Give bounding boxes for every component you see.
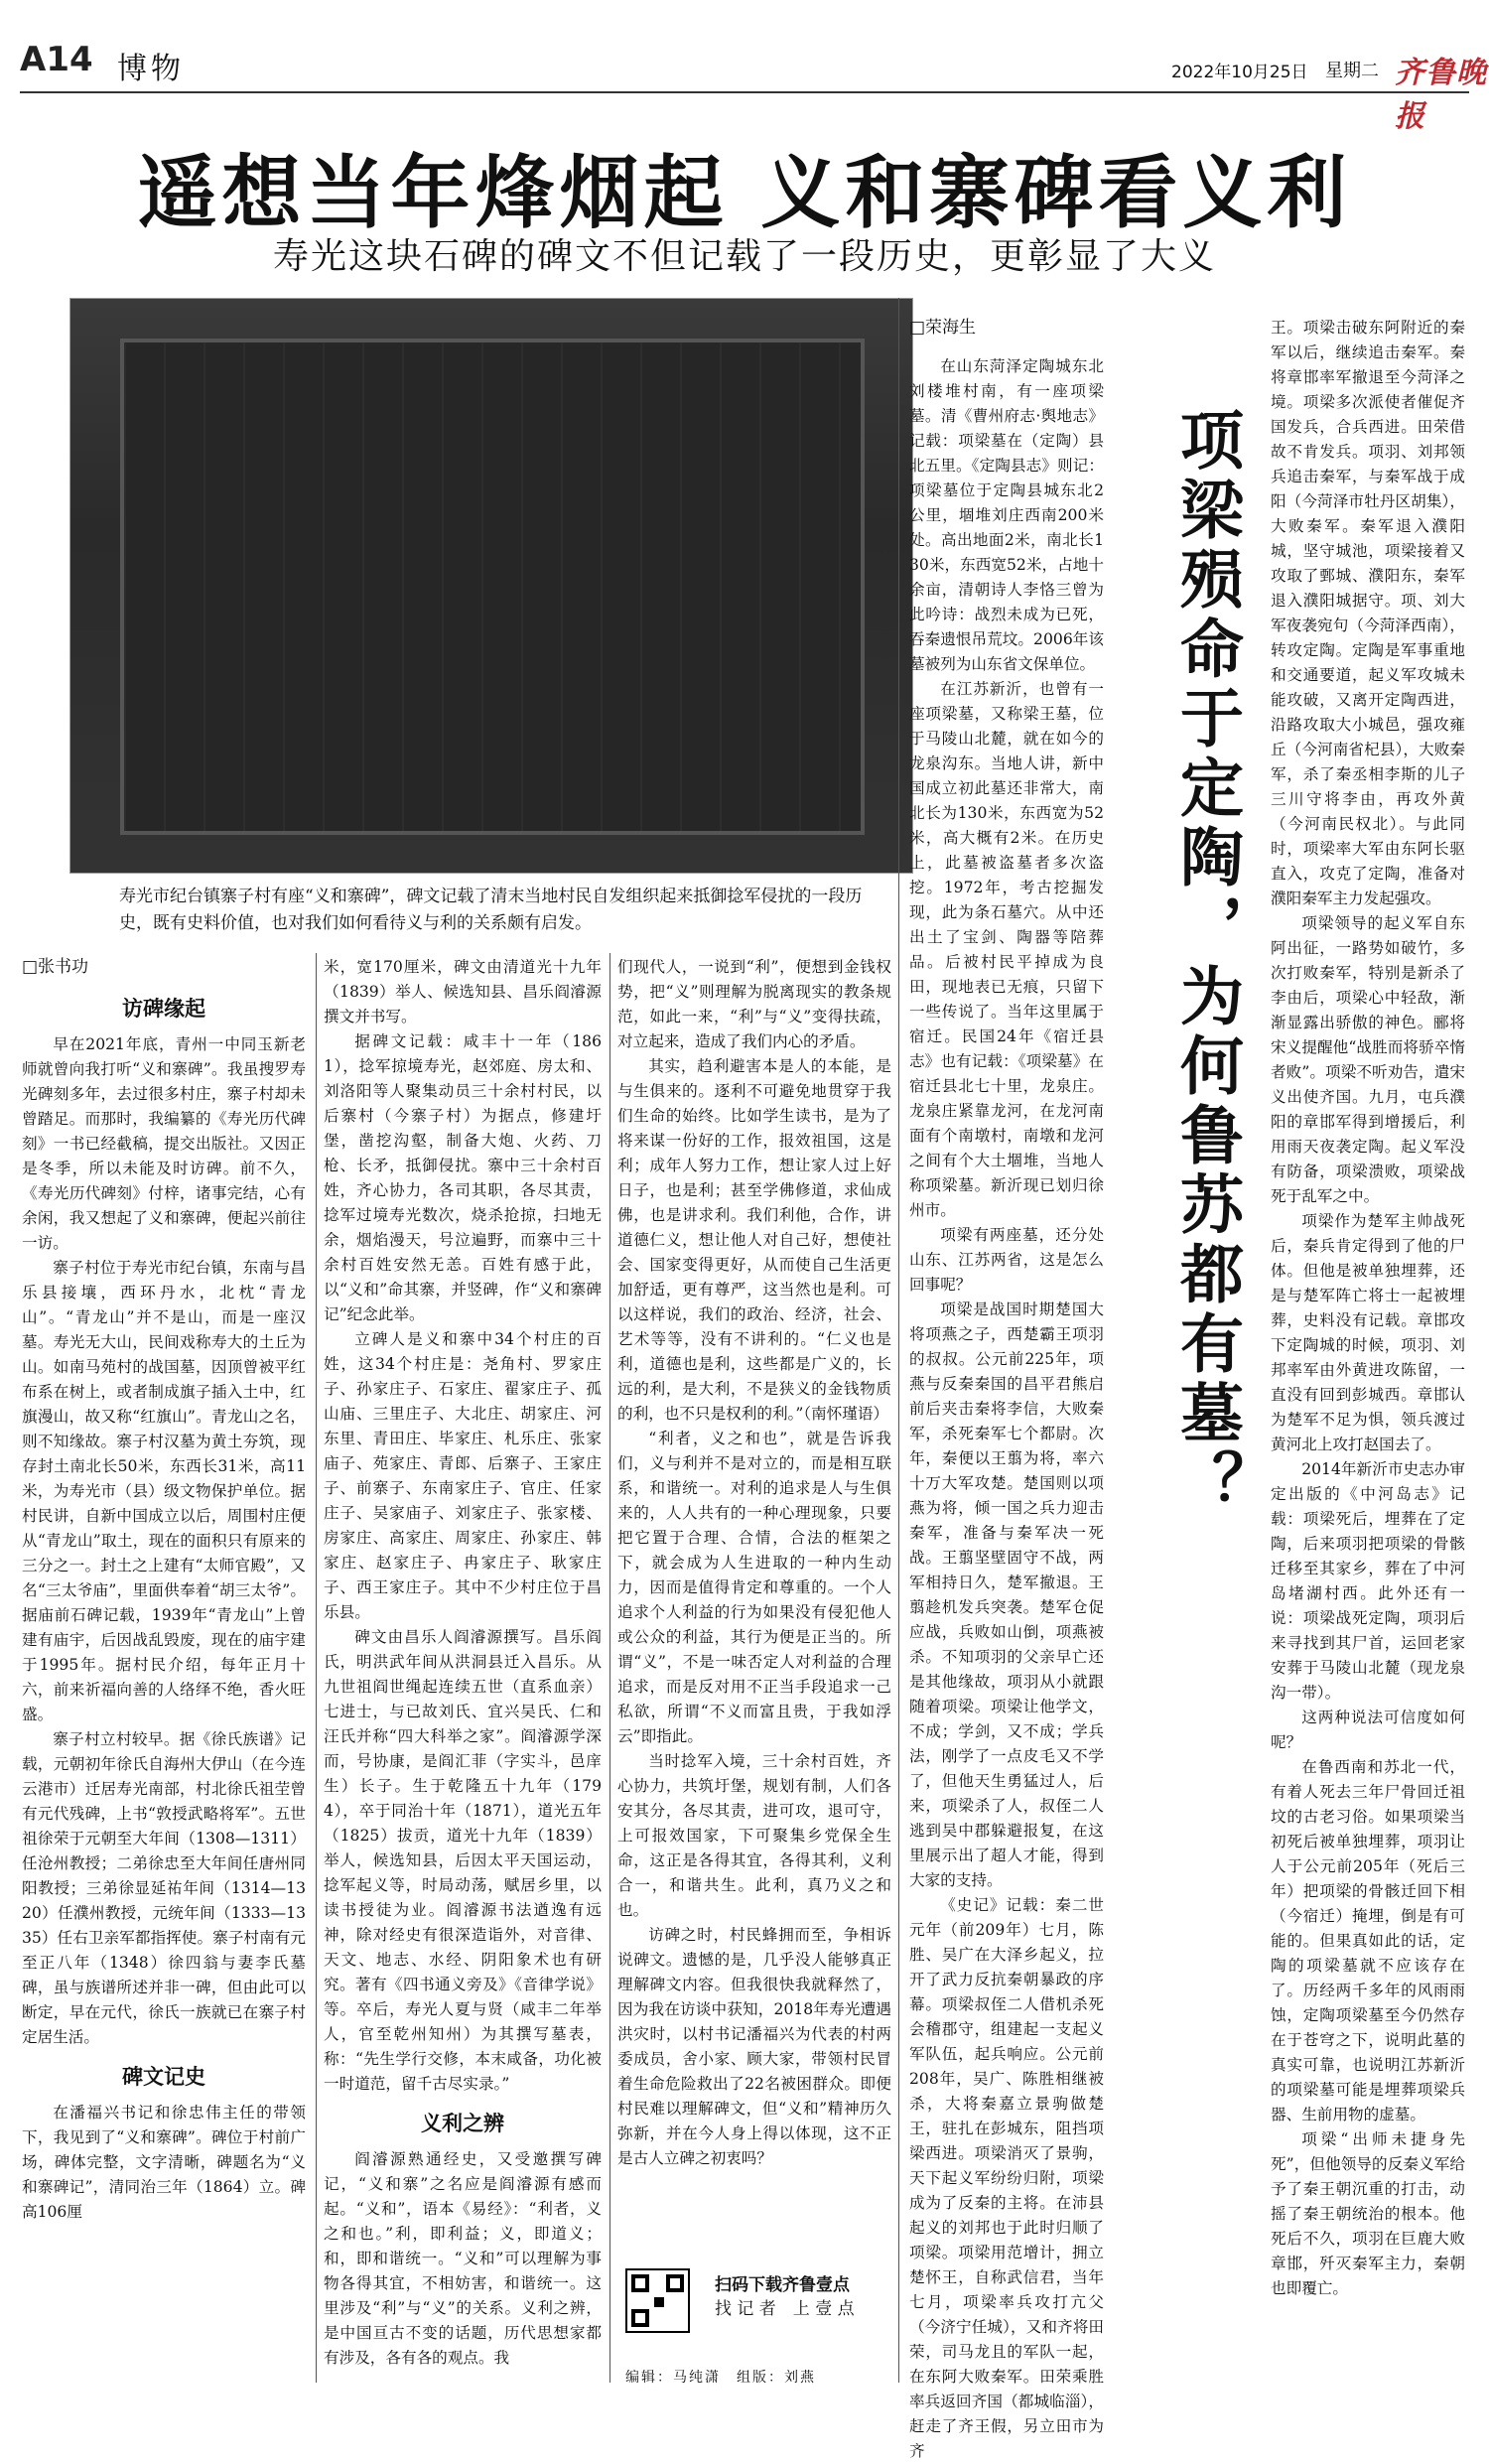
article1-heading-2: 碑文记史 [122,2064,205,2089]
column-divider [316,953,317,2383]
article2-paragraph: 在江苏新沂，也曾有一座项梁墓，又称梁王墓，位于马陵山北麓，就在如今的龙泉沟东。当地人讲，新中国成立初此墓还非常大，南北长为130米，东西宽为52米，高大概有2米。在历史上，此墓被盗墓者多次盗挖。1972年，考古挖掘发现，此为条石墓穴。从中还出土了宝剑、陶器等陪葬品。后被村民平掉成为良田，现地表已无痕，只留下一些传说了。当年这里属于宿迁。民国24年《宿迁县志》也有记载：《项梁墓》在宿迁县北七十里，龙泉庄。龙泉庄紧靠龙河，在龙河南面有个南墩村，南墩和龙河之间有个大土堌堆，当地人称项梁墓。新沂现已划归徐州市。 [909,680,1104,1219]
article1-paragraph: 在潘福兴书记和徐忠伟主任的带领下，我见到了“义和寨碑”。碑位于村前广场，碑体完整，文字清晰，碑题名为“义和寨碑记”，清同治三年（1864）立。碑高106厘 [22,2104,306,2221]
stele-photo [69,298,913,874]
article1-paragraph: 早在2021年底，青州一中同玉新老师就曾向我打听“义和寨碑”。我虽搜罗寿光碑刻多年，去过很多村庄，寨子村却未曾踏足。而那时，我编纂的《寿光历代碑刻》一书已经截稿，提交出版社。又因正是冬季，所以未能及时访碑。前不久，《寿光历代碑刻》付梓，诸事完结，心有余闲，我又想起了义和寨碑，便起兴前往一访。 [22,1035,306,1252]
main-headline: 遥想当年烽烟起 义和寨碑看义利 [137,146,1352,239]
article1-column-1 [22,955,306,2385]
article2-paragraph: 在鲁西南和苏北一代，有着人死去三年尸骨回迁祖坟的古老习俗。如果项梁当初死后被单独埋葬，项羽让人于公元前205年（死后三年）把项梁的骨骸迁回下相（今宿迁）掩埋，倒是有可能的。但果真如此的话，定陶的项梁墓就不应该存在了。历经两千多年的风雨雨蚀，定陶项梁墓至今仍然存在于苍穹之下，说明此墓的真实可靠，也说明江苏新沂的项梁墓可能是埋葬项梁兵器、生前用物的虚墓。 [1271,1758,1465,2123]
article1-paragraph: 立碑人是义和寨中34个村庄的百姓，这34个村庄是：尧角村、罗家庄子、孙家庄子、石家庄、翟家庄子、孤山庙、三里庄子、大北庄、胡家庄、河东里、青田庄、毕家庄、札乐庄、张家庙子、苑家庄、青郎、后寨子、王家庄子、前寨子、东南家庄子、官庄、任家庄子、吴家庙子、刘家庄子、张家楼、房家庄、高家庄、周家庄、孙家庄、韩家庄、赵家庄子、冉家庄子、耿家庄子、西王家庄子。其中不少村庄位于昌乐县。 [324,1330,602,1621]
article1-column-3 [617,955,891,2256]
article2-paragraph: 2014年新沂市史志办审定出版的《中河岛志》记载：项梁死后，埋葬在了定陶，后来项羽把项梁的骨骸迁移至其家乡，葬在了中河岛堵湖村西。此外还有一说：项梁战死定陶，项羽后来寻找到其尸首，运回老家安葬于马陵山北麓（现龙泉沟一带）。 [1271,1460,1465,1702]
article1-paragraph: 阎濬源熟通经史，又受邀撰写碑记，“义和寨”之名应是阎濬源有感而起。“义和”，语本《易经》：“利者，义之和也。”利，即利益；义，即道义；和，即和谐统一。“义和”可以理解为事物各得其宜，不相妨害，和谐统一。这里涉及“利”与“义”的关系。义利之辨，是中国亘古不变的话题，历代思想家都有涉及，各有各的观点。我 [324,2150,602,2367]
article1-paragraph: 们现代人，一说到“利”，便想到金钱权势，把“义”则理解为脱离现实的教条规范，如此一来，“利”与“义”变得扶疏，对立起来，造成了我们内心的矛盾。 [617,958,891,1050]
article2-vertical-title: 项梁殒命于定陶，为何鲁苏都有墓？ [1169,407,1244,1519]
article1-column-2 [324,955,602,2385]
article1-byline: □张书功 [22,957,89,977]
article1-heading-1: 访碑缘起 [122,996,205,1021]
article1-paragraph: 据碑文记载：咸丰十一年（1861），捻军掠境寿光，赵郊庭、房太和、刘洛阳等人聚集动员三十余村村民，以后寨村（今寨子村）为据点，修建圩堡，凿挖沟壑，制备大炮、火药、刀枪、长矛，抵御侵扰。寨中三十余村百姓，齐心协力，各司其职，各尽其责，捻军过境寿光数次，烧杀抢掠，扫地无余，烟焰漫天，号泣遍野，而寨中三十余村百姓安然无恙。百姓有感于此，以“义和”命其寨，并竖碑，作“义和寨碑记”纪念此举。 [324,1032,602,1323]
article2-paragraph: 这两种说法可信度如何呢？ [1271,1709,1465,1751]
article1-paragraph: 米，宽170厘米，碑文由清道光十九年（1839）举人、候选知县、昌乐阎濬源撰文并书写。 [324,958,602,1026]
column-divider [609,953,610,2383]
article2-paragraph: 项梁作为楚军主帅战死后，秦兵肯定得到了他的尸体。但他是被单独埋葬，还是与楚军阵亡将士一起被埋葬，史料没有记载。章邯攻下定陶城的时候，项羽、刘邦率军由外黄进攻陈留，一直没有回到彭城西。章邯认为楚军不足为惧，领兵渡过黄河北上攻打赵国去了。 [1271,1212,1465,1453]
article2-paragraph: 王。项梁击破东阿附近的秦军以后，继续追击秦军。秦将章邯率军撤退至今菏泽之境。项梁多次派使者催促齐国发兵，合兵西进。田荣借故不肯发兵。项羽、刘邦领兵追击秦军，与秦军战于成阳（今菏泽市牡丹区胡集），大败秦军。秦军退入濮阳城，坚守城池，项梁接着又攻取了鄄城、濮阳东，秦军退入濮阳城据守。项、刘大军夜袭宛句（今菏泽西南），转攻定陶。定陶是军事重地和交通要道，起义军攻城未能攻破，又离开定陶西进，沿路攻取大小城邑，强攻雍丘（今河南省杞县），大败秦军，杀了秦丞相李斯的儿子三川守将李由，再攻外黄（今河南民权北）。与此同时，项梁率大军由东阿长驱直入，攻克了定陶，准备对濮阳秦军主力发起强攻。 [1271,319,1465,907]
qr-code-icon[interactable] [625,2268,690,2333]
article2-paragraph: 项梁有两座墓，还分处山东、江苏两省，这是怎么回事呢？ [909,1226,1104,1294]
qr-caption-line1: 扫码下载齐鲁壹点 [715,2275,850,2295]
stele-inscription-texture [124,342,861,831]
header-rule [20,91,1469,93]
editor-credit: 编辑：马纯潇 组版：刘燕 [625,2370,816,2386]
article2-column-1 [909,316,1104,2460]
article2-paragraph: 项梁“出师未捷身先死”，但他领导的反秦义军给予了秦王朝沉重的打击，动摇了秦王朝统治的根本。他死后不久，项羽在巨鹿大败章邯，歼灭秦军主力，秦朝也即覆亡。 [1271,2130,1465,2297]
stele-stone [120,339,865,835]
issue-weekday: 星期二 [1325,61,1379,81]
article1-paragraph: 寨子村位于寿光市纪台镇，东南与昌乐县接壤，西环丹水，北枕“青龙山”。“青龙山”并不是山，而是一座汉墓。寿光无大山，民间戏称寿大的土丘为山。如南马苑村的战国墓，因顶曾被平红布系在树上，或者制成旗子插入土中，红旗漫山，故又称“红旗山”。青龙山之名，则不知缘故。寨子村汉墓为黄土夯筑，现存封土南北长50米，东西长31米，高11米，为寿光市（县）级文物保护单位。据村民讲，自新中国成立以后，周围村庄便从“青龙山”取土，现在的面积只有原来的三分之一。封土之上建有“太师官殿”，又名“三太爷庙”，里面供奉着“胡三太爷”。据庙前石碑记载，1939年“青龙山”上曾建有庙宇，后因战乱毁废，现在的庙宇建于1995年。据村民介绍，每年正月十六，前来祈福向善的人络绎不绝，香火旺盛。 [22,1259,306,1723]
article1-paragraph: 寨子村立村较早。据《徐氏族谱》记载，元朝初年徐氏自海州大伊山（在今连云港市）迁居寿光南部，村北徐氏祖茔曾有元代残碑，上书“敦授武略将军”。五世祖徐荣于元朝至大年间（1308—1311）任沧州教授；二弟徐忠至大年间任唐州同阳教授；三弟徐显延祐年间（1314—1320）任濮州教授，元统年间（1333—1335）任右卫亲军都指挥使。寨子村南有元至正八年（1348）徐四翁与妻李氏墓碑，虽与族谱所述并非一碑，但由此可以断定，早在元代，徐氏一族就已在寨子村定居生活。 [22,1730,306,2046]
article2-paragraph: 项梁领导的起义军自东阿出征，一路势如破竹，多次打败秦军，特别是新杀了李由后，项梁心中轻敌，渐渐显露出骄傲的神色。郦将宋义提醒他“战胜而将骄卒惰者败”。项梁不听劝告，遣宋义出使齐国。九月，屯兵濮阳的章邯军得到增援后，利用雨天夜袭定陶。起义军没有防备，项梁溃败，项梁战死于乱军之中。 [1271,914,1465,1205]
qr-caption-line2: 找 记 者 上 壹 点 [715,2299,855,2319]
article1-paragraph: 访碑之时，村民蜂拥而至，争相诉说碑文。遗憾的是，几乎没人能够真正理解碑文内容。但我很快我就释然了，因为我在访谈中获知，2018年寿光遭遇洪灾时，以村书记潘福兴为代表的村两委成员，舍小家、顾大家，带领村民冒着生命危险救出了22名被困群众。即便村民难以理解碑文，但“义和”精神历久弥新，并在今人身上得以体现，这不正是古人立碑之初衷吗？ [617,1926,891,2167]
article1-paragraph: 碑文由昌乐人阎濬源撰写。昌乐阎氏，明洪武年间从洪洞县迁入昌乐。从九世祖阎世绳起连续五世（直系血亲）七进士，与已故刘氏、宜兴吴氏、仁和汪氏并称“四大科举之家”。阎濬源学深而，号协康，是阎汇菲（字实斗，邑庠生）长子。生于乾隆五十九年（1794），卒于同治十年（1871），道光五年（1825）拔贡，道光十九年（1839）举人，候选知县，后因太平天国运动，捻军起义等，时局动荡，赋居乡里，以读书授徒为业。阎濬源书法遒逸有远神，除对经史有很深造诣外，对音律、天文、地志、水经、阴阳象术也有研究。著有《四书通义旁及》《音律学说》等。卒后，寿光人夏与贤（咸丰二年举人，官至乾州知州）为其撰写墓表，称：“先生学行交修，本末咸备，功化被一时道范，留千古尽实录。” [324,1628,602,2093]
sub-headline: 寿光这块石碑的碑文不但记载了一段历史，更彰显了大义 [272,236,1216,277]
issue-date: 2022年10月25日 [1171,63,1308,82]
article1-paragraph: “利者，义之和也”，就是告诉我们，义与利并不是对立的，而是相互联系，和谐统一。对利的追求是人与生俱来的，人人共有的一种心理现象，只要把它置于合理、合情，合法的框架之下，就会成为人生进取的一种内生动力，因而是值得肯定和尊重的。一个人追求个人利益的行为如果没有侵犯他人或公众的利益，其行为便是正当的。所谓“义”，不是一味否定人对利益的合理追求，而是反对用不正当手段追求一己私欲，所谓“不义而富且贵，于我如浮云”即指此。 [617,1430,891,1745]
section-name: 博物 [117,52,185,86]
column-divider [898,298,899,2383]
page-number: A14 [20,40,93,79]
article2-byline: □荣海生 [909,318,977,338]
article2-column-2 [1271,316,1465,2381]
article2-paragraph: 在山东菏泽定陶城东北刘楼堆村南，有一座项梁墓。清《曹州府志·舆地志》记载：项梁墓在（定陶）县北五里。《定陶县志》则记：项梁墓位于定陶县城东北2公里，堌堆刘庄西南200米处。高出地面2米，南北长130米，东西宽52米，占地十余亩，清朝诗人李恪三曾为此吟诗：战烈未成为已死，吞秦遗恨吊荒坟。2006年该墓被列为山东省文保单位。 [909,357,1104,673]
photo-caption: 寿光市纪台镇寨子村有座“义和寨碑”，碑文记载了清末当地村民自发组织起来抵御捻军侵扰的一段历史，既有史料价值，也对我们如何看待义与利的关系颇有启发。 [119,887,863,933]
article1-heading-3: 义利之辨 [421,2111,504,2135]
article1-paragraph: 其实，趋利避害本是人的本能，是与生俱来的。逐利不可避免地贯穿于我们生命的始终。比如学生读书，是为了将来谋一份好的工作，报效祖国，这是利；成年人努力工作，想让家人过上好日子，也是利；甚至学佛修道，求仙成佛，也是讲求利。我们利他，合作，讲道德仁义，想让他人对自己好，想使社会、国家变得更好，从而使自己生活更加舒适，更有尊严，这当然也是利。可以这样说，我们的政治、经济，社会、艺术等等，没有不讲利的。“仁义也是利，道德也是利，这些都是广义的，长远的利，是大利，不是狭义的金钱物质的利，也不只是权利的利。”（南怀瑾语） [617,1057,891,1423]
article1-paragraph: 当时捻军入境，三十余村百姓，齐心协力，共筑圩堡，规划有制，人们各安其分，各尽其责，进可攻，退可守，上可报效国家，下可聚集乡党保全生命，这正是各得其宜，各得其利，义利合一，和谐共生。此利，真乃义之和也。 [617,1752,891,1919]
qr-caption [715,2273,855,2321]
article2-paragraph: 项梁是战国时期楚国大将项燕之子，西楚霸王项羽的叔叔。公元前225年，项燕与反秦秦国的昌平君熊启前后夹击秦将李信，大败秦军，杀死秦军七个都尉。次年，秦便以王翦为将，率六十万大军攻楚。楚国则以项燕为将，倾一国之兵力迎击秦军，准备与秦军决一死战。王翦坚壁固守不战，两军相持日久，楚军撤退。王翦趁机发兵突袭。楚军仓促应战，兵败如山倒，项燕被杀。不知项羽的父亲早亡还是其他缘故，项羽从小就跟随着项梁。项梁让他学文，不成；学剑，又不成；学兵法，刚学了一点皮毛又不学了，但他天生勇猛过人，后来，项梁杀了人，叔侄二人逃到吴中郡躲避报复，在这里展示出了超人才能，得到大家的支持。 [909,1300,1104,1889]
newspaper-logo: 齐鲁晚报 [1395,56,1487,134]
article2-paragraph: 《史记》记载：秦二世元年（前209年）七月，陈胜、吴广在大泽乡起义，拉开了武力反抗秦朝暴政的序幕。项梁叔侄二人借机杀死会稽郡守，组建起一支起义军队伍，起兵响应。公元前208年，吴广、陈胜相继被杀，大将秦嘉立景驹做楚王，驻扎在彭城东，阻挡项梁西进。项梁消灭了景驹，天下起义军纷纷归附，项梁成为了反秦的主将。在沛县起义的刘邦也于此时归顺了项梁。项梁用范增计，拥立楚怀王，自称武信君，当年七月，项梁率兵攻打亢父（今济宁任城），又和齐将田荣，司马龙且的军队一起，在东阿大败秦军。田荣乘胜率兵返回齐国（都城临淄），赶走了齐王假，另立田市为齐 [909,1896,1104,2460]
